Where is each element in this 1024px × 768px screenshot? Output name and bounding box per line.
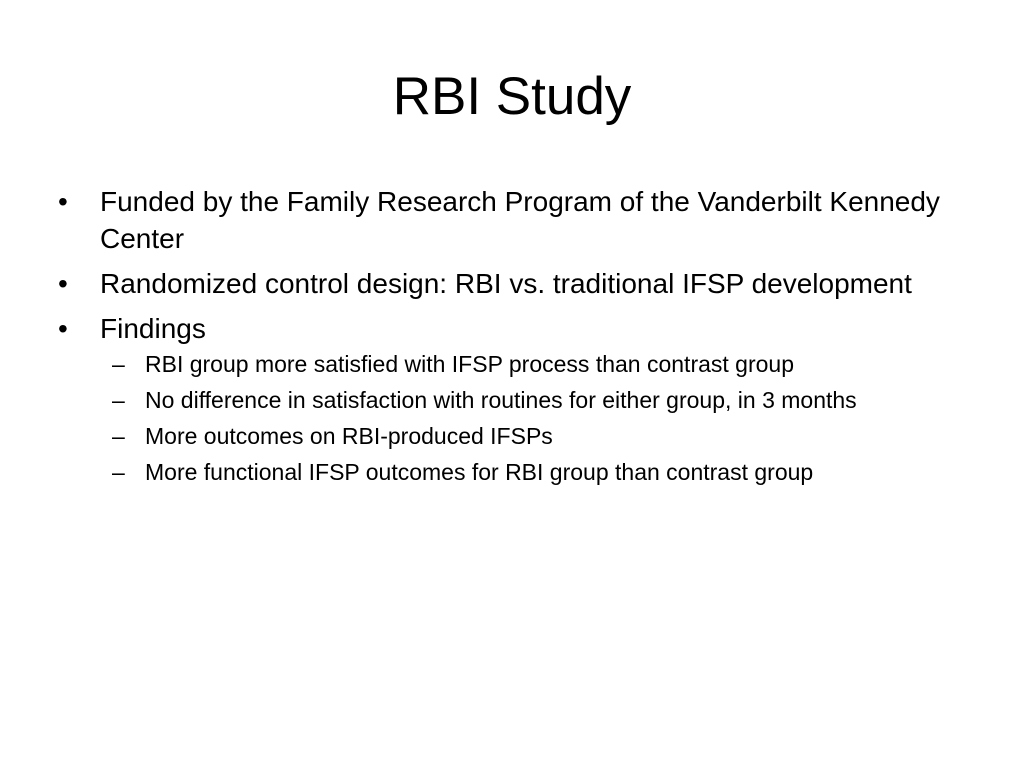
bullet-item [56,265,956,302]
slide-title: RBI Study [392,67,632,126]
sub-bullet-item [100,385,956,416]
sub-bullet-text: No difference in satisfaction with routines for either group, in 3 months [145,387,857,413]
sub-bullet-item [100,421,956,452]
sub-bullet-text: More outcomes on RBI-produced IFSPs [145,423,553,449]
bullet-text: Funded by the Family Research Program of the Vanderbilt Kennedy Center [100,186,940,254]
bullet-text: Randomized control design: RBI vs. traditional IFSP development [100,268,912,299]
sub-bullet-item [100,349,956,380]
sub-bullet-text: RBI group more satisfied with IFSP process than contrast group [145,351,794,377]
sub-bullet-list [100,349,956,488]
sub-bullet-item [100,457,956,488]
sub-bullet-marker: – [112,387,125,413]
bullet-marker: • [58,313,68,344]
bullet-text: Findings [100,313,206,344]
bullet-item [56,183,956,257]
bullet-marker: • [58,268,68,299]
sub-bullet-marker: – [112,423,125,449]
bullet-item [56,310,956,488]
bullet-list [56,183,956,496]
bullet-marker: • [58,186,68,217]
sub-bullet-text: More functional IFSP outcomes for RBI group than contrast group [145,459,814,485]
sub-bullet-marker: – [112,459,125,485]
sub-bullet-marker: – [112,351,125,377]
